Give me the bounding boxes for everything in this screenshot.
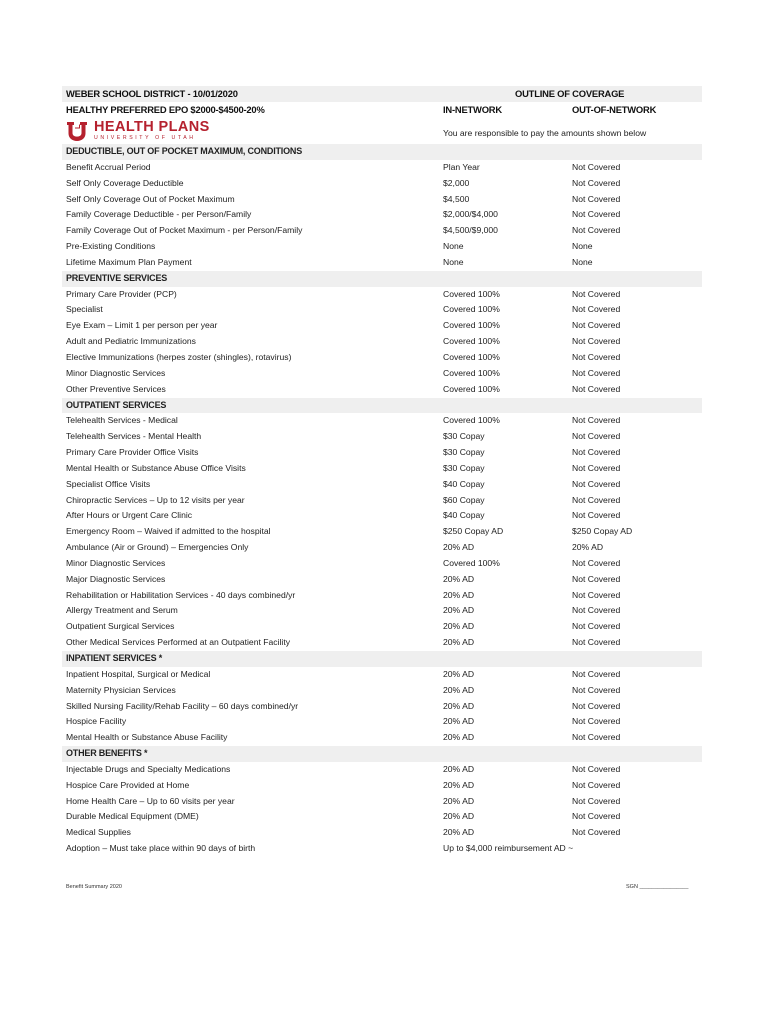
benefit-name: Primary Care Provider Office Visits xyxy=(66,447,199,458)
in-network-value: 20% AD xyxy=(443,732,475,743)
table-row xyxy=(62,239,702,255)
in-network-value: 20% AD xyxy=(443,795,475,806)
benefit-name: Adoption – Must take place within 90 days of birth xyxy=(66,843,256,854)
in-network-value: None xyxy=(443,241,464,252)
table-row xyxy=(62,445,702,461)
out-network-value: Not Covered xyxy=(572,811,621,822)
table-row xyxy=(62,477,702,493)
logo-row xyxy=(62,118,702,144)
table-row xyxy=(62,429,702,445)
table-row xyxy=(62,699,702,715)
benefit-name: Mental Health or Substance Abuse Facility xyxy=(66,732,228,743)
in-network-value: Covered 100% xyxy=(443,288,500,299)
table-row xyxy=(62,794,702,810)
out-network-value: Not Covered xyxy=(572,462,621,473)
benefit-name: Eye Exam – Limit 1 per person per year xyxy=(66,320,218,331)
in-network-value: 20% AD xyxy=(443,716,475,727)
in-network-value: $4,500/$9,000 xyxy=(443,225,498,236)
benefit-name: Skilled Nursing Facility/Rehab Facility – 60 days combined/yr xyxy=(66,700,299,711)
table-row xyxy=(62,508,702,524)
benefit-name: Minor Diagnostic Services xyxy=(66,557,166,568)
out-network-value: Not Covered xyxy=(572,431,621,442)
out-network-value: Not Covered xyxy=(572,225,621,236)
out-network-value: Not Covered xyxy=(572,573,621,584)
section-title: DEDUCTIBLE, OUT OF POCKET MAXIMUM, CONDITIONS xyxy=(66,146,302,156)
out-network-value: Not Covered xyxy=(572,763,621,774)
in-network-value: $40 Copay xyxy=(443,478,485,489)
out-network-value: Not Covered xyxy=(572,510,621,521)
in-network-value: $250 Copay AD xyxy=(443,526,504,537)
benefit-name: Chiropractic Services – Up to 12 visits per year xyxy=(66,494,245,505)
in-network-value: Covered 100% xyxy=(443,415,500,426)
table-row xyxy=(62,350,702,366)
table-row xyxy=(62,714,702,730)
out-network-value: Not Covered xyxy=(572,827,621,838)
section-header xyxy=(62,746,702,762)
benefit-name: Minor Diagnostic Services xyxy=(66,367,166,378)
table-row xyxy=(62,223,702,239)
out-network-value: Not Covered xyxy=(572,589,621,600)
out-network-value: None xyxy=(572,256,593,267)
section-title: INPATIENT SERVICES * xyxy=(66,653,163,663)
table-row xyxy=(62,635,702,651)
benefit-name: Inpatient Hospital, Surgical or Medical xyxy=(66,668,211,679)
in-network-value: 20% AD xyxy=(443,605,475,616)
in-network-value: 20% AD xyxy=(443,668,475,679)
in-network-value: Covered 100% xyxy=(443,336,500,347)
section-header xyxy=(62,398,702,414)
benefit-name: Lifetime Maximum Plan Payment xyxy=(66,256,192,267)
benefit-name: Self Only Coverage Deductible xyxy=(66,177,184,188)
out-network-value: 20% AD xyxy=(572,542,604,553)
table-row xyxy=(62,556,702,572)
out-network-value: Not Covered xyxy=(572,779,621,790)
out-network-value: Not Covered xyxy=(572,209,621,220)
out-network-value: Not Covered xyxy=(572,336,621,347)
in-network-value: $2,000/$4,000 xyxy=(443,209,498,220)
out-network-value: Not Covered xyxy=(572,605,621,616)
out-network-value: Not Covered xyxy=(572,621,621,632)
benefit-name: Specialist Office Visits xyxy=(66,478,151,489)
section-header xyxy=(62,651,702,667)
outline-title: OUTLINE OF COVERAGE xyxy=(515,88,625,99)
footer-left: Benefit Summary 2020 xyxy=(66,884,122,890)
out-network-value: Not Covered xyxy=(572,367,621,378)
in-network-value: $60 Copay xyxy=(443,494,485,505)
in-network-value: 20% AD xyxy=(443,684,475,695)
table-row xyxy=(62,318,702,334)
section-title: PREVENTIVE SERVICES xyxy=(66,272,168,283)
in-network-value: 20% AD xyxy=(443,700,475,711)
in-network-value: 20% AD xyxy=(443,637,475,648)
benefit-name: Ambulance (Air or Ground) – Emergencies Only xyxy=(66,542,249,553)
benefit-name: Outpatient Surgical Services xyxy=(66,621,175,632)
out-network-header: OUT-OF-NETWORK xyxy=(572,104,657,115)
table-row xyxy=(62,524,702,540)
table-row xyxy=(62,334,702,350)
in-network-value: Covered 100% xyxy=(443,557,500,568)
benefit-name: Emergency Room – Waived if admitted to the hospital xyxy=(66,526,271,537)
in-network-value: Covered 100% xyxy=(443,367,500,378)
benefit-name: Hospice Facility xyxy=(66,716,127,727)
in-network-value: 20% AD xyxy=(443,763,475,774)
benefit-name: Major Diagnostic Services xyxy=(66,573,166,584)
benefit-name: Telehealth Services - Mental Health xyxy=(66,431,202,442)
coverage-sections xyxy=(62,144,702,857)
table-row xyxy=(62,413,702,429)
in-network-value: Plan Year xyxy=(443,161,480,172)
in-network-value: 20% AD xyxy=(443,811,475,822)
out-network-value: Not Covered xyxy=(572,447,621,458)
in-network-value: 20% AD xyxy=(443,827,475,838)
out-network-value: Not Covered xyxy=(572,494,621,505)
in-network-value: $40 Copay xyxy=(443,510,485,521)
benefit-name: Adult and Pediatric Immunizations xyxy=(66,336,196,347)
benefit-name: Elective Immunizations (herpes zoster (shingles), rotavirus) xyxy=(66,351,292,362)
benefit-name: Other Medical Services Performed at an Outpatient Facility xyxy=(66,637,291,648)
table-row xyxy=(62,176,702,192)
out-network-value: Not Covered xyxy=(572,177,621,188)
section-header xyxy=(62,271,702,287)
benefit-name: Durable Medical Equipment (DME) xyxy=(66,811,199,822)
out-network-value: Not Covered xyxy=(572,320,621,331)
in-network-value: 20% AD xyxy=(443,573,475,584)
in-network-value: $30 Copay xyxy=(443,447,485,458)
out-network-value: Not Covered xyxy=(572,637,621,648)
benefit-name: Mental Health or Substance Abuse Office Visits xyxy=(66,462,246,473)
in-network-value: Covered 100% xyxy=(443,351,500,362)
benefit-name: Telehealth Services - Medical xyxy=(66,415,178,426)
in-network-value: $2,000 xyxy=(443,177,470,188)
table-row xyxy=(62,302,702,318)
logo-title: HEALTH PLANS xyxy=(94,119,210,135)
out-network-value: Not Covered xyxy=(572,668,621,679)
out-network-value: Not Covered xyxy=(572,415,621,426)
benefit-name: Hospice Care Provided at Home xyxy=(66,779,190,790)
in-network-value: Covered 100% xyxy=(443,320,500,331)
table-row xyxy=(62,572,702,588)
in-network-value: $4,500 xyxy=(443,193,470,204)
section-header xyxy=(62,144,702,160)
in-network-value: $30 Copay xyxy=(443,462,485,473)
benefit-name: Other Preventive Services xyxy=(66,383,166,394)
table-row xyxy=(62,493,702,509)
out-network-value: Not Covered xyxy=(572,684,621,695)
out-network-value: Not Covered xyxy=(572,351,621,362)
table-row xyxy=(62,255,702,271)
benefit-name: Benefit Accrual Period xyxy=(66,161,151,172)
table-row xyxy=(62,619,702,635)
table-row xyxy=(62,841,702,857)
in-network-value: 20% AD xyxy=(443,589,475,600)
table-row xyxy=(62,192,702,208)
out-network-value: Not Covered xyxy=(572,732,621,743)
benefit-name: Primary Care Provider (PCP) xyxy=(66,288,177,299)
out-network-value: Not Covered xyxy=(572,478,621,489)
university-u-logo-icon xyxy=(66,120,88,142)
table-row xyxy=(62,207,702,223)
benefit-name: Family Coverage Deductible - per Person/Family xyxy=(66,209,252,220)
table-row xyxy=(62,762,702,778)
benefit-name: Allergy Treatment and Serum xyxy=(66,605,178,616)
out-network-value: Not Covered xyxy=(572,383,621,394)
benefit-name: Home Health Care – Up to 60 visits per year xyxy=(66,795,235,806)
benefit-name: Pre-Existing Conditions xyxy=(66,241,156,252)
in-network-value: Covered 100% xyxy=(443,383,500,394)
out-network-value: Not Covered xyxy=(572,304,621,315)
in-network-value: 20% AD xyxy=(443,779,475,790)
table-row xyxy=(62,382,702,398)
in-network-value: Up to $4,000 reimbursement AD ~ xyxy=(443,843,574,854)
in-network-value: 20% AD xyxy=(443,621,475,632)
table-row xyxy=(62,366,702,382)
table-row xyxy=(62,809,702,825)
table-row xyxy=(62,825,702,841)
table-row xyxy=(62,160,702,176)
table-row xyxy=(62,588,702,604)
benefit-name: Rehabilitation or Habilitation Services - 40 days combined/yr xyxy=(66,589,296,600)
benefit-name: Self Only Coverage Out of Pocket Maximum xyxy=(66,193,235,204)
benefit-name: After Hours or Urgent Care Clinic xyxy=(66,510,193,521)
plan-title: HEALTHY PREFERRED EPO $2000-$4500-20% xyxy=(66,104,265,115)
section-title: OUTPATIENT SERVICES xyxy=(66,399,167,410)
footer-right: SGN ________________ xyxy=(626,884,689,890)
coverage-document xyxy=(62,86,702,857)
header-row-1 xyxy=(62,86,702,102)
out-network-value: Not Covered xyxy=(572,288,621,299)
benefit-name: Medical Supplies xyxy=(66,827,131,838)
out-network-value: Not Covered xyxy=(572,700,621,711)
benefit-name: Specialist xyxy=(66,304,103,315)
out-network-value: Not Covered xyxy=(572,557,621,568)
table-row xyxy=(62,540,702,556)
out-network-value: Not Covered xyxy=(572,161,621,172)
district-title: WEBER SCHOOL DISTRICT - 10/01/2020 xyxy=(66,88,238,99)
out-network-value: Not Covered xyxy=(572,193,621,204)
out-network-value: None xyxy=(572,241,593,252)
out-network-value: Not Covered xyxy=(572,716,621,727)
benefit-name: Maternity Physician Services xyxy=(66,684,176,695)
responsibility-note: You are responsible to pay the amounts shown below xyxy=(443,128,647,138)
header-row-2 xyxy=(62,102,702,118)
in-network-value: 20% AD xyxy=(443,542,475,553)
in-network-header: IN-NETWORK xyxy=(443,104,502,115)
table-row xyxy=(62,287,702,303)
table-row xyxy=(62,603,702,619)
table-row xyxy=(62,730,702,746)
out-network-value: Not Covered xyxy=(572,795,621,806)
in-network-value: $30 Copay xyxy=(443,431,485,442)
in-network-value: None xyxy=(443,256,464,267)
benefit-name: Family Coverage Out of Pocket Maximum - per Person/Family xyxy=(66,225,303,236)
table-row xyxy=(62,683,702,699)
logo-subtitle: UNIVERSITY OF UTAH xyxy=(94,135,196,141)
section-title: OTHER BENEFITS * xyxy=(66,748,148,759)
table-row xyxy=(62,461,702,477)
out-network-value: $250 Copay AD xyxy=(572,526,633,537)
table-row xyxy=(62,778,702,794)
table-row xyxy=(62,667,702,683)
benefit-name: Injectable Drugs and Specialty Medications xyxy=(66,763,231,774)
in-network-value: Covered 100% xyxy=(443,304,500,315)
